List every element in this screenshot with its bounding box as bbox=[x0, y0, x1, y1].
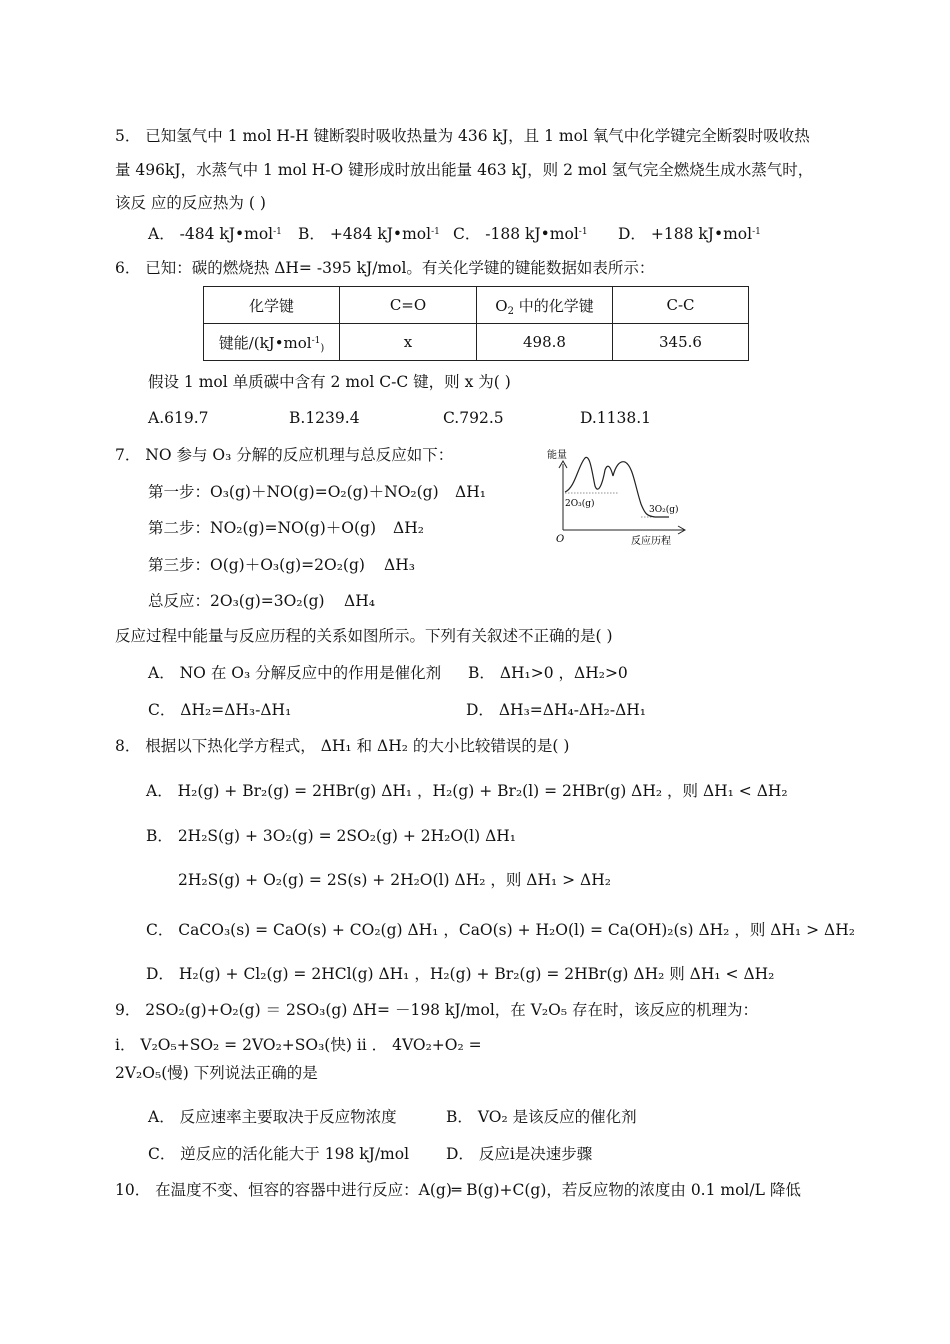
q9-option-d: D． 反应i是决速步骤 bbox=[446, 1145, 593, 1163]
q5-line2: 量 496kJ，水蒸气中 1 mol H-O 键形成时放出能量 463 kJ，则 2 mol 氢气完全燃烧生成水蒸气时， bbox=[115, 161, 814, 179]
q7-option-c: C． ΔH₂=ΔH₃-ΔH₁ bbox=[148, 701, 292, 719]
q5-option-d: D． +188 kJ•mol$^{-1}$ bbox=[618, 225, 761, 243]
q5-line3: 该反 应的反应热为 ( ) bbox=[115, 194, 266, 212]
q6-option-c: C.792.5 bbox=[443, 409, 504, 427]
q6-assume: 假设 1 mol 单质碳中含有 2 mol C-C 键，则 x 为( ) bbox=[148, 373, 511, 391]
q7-total-dh: ΔH₄ bbox=[344, 592, 375, 610]
q5-option-a: A． -484 kJ•mol$^{-1}$ bbox=[148, 225, 282, 243]
q9-option-a: A． 反应速率主要取决于反应物浓度 bbox=[148, 1108, 397, 1126]
q6-option-b: B.1239.4 bbox=[289, 409, 360, 427]
table-cell: $O_2$ 中的化学键 bbox=[477, 287, 613, 324]
q10-stem: 10． 在温度不变、恒容的容器中进行反应：A(g)═ B(g)+C(g)，若反应物的浓度由 0.1 mol/L 降低 bbox=[115, 1181, 801, 1199]
table-cell: 498.8 bbox=[477, 324, 613, 361]
q8-option-c: C． CaCO₃(s) = CaO(s) + CO₂(g) ΔH₁ ，CaO(s) + H₂O(l) = Ca(OH)₂(s) ΔH₂ ，则 ΔH₁ > ΔH₂ bbox=[146, 921, 855, 939]
figure-xlabel: 反应历程 bbox=[631, 536, 671, 547]
table-cell: 345.6 bbox=[613, 324, 749, 361]
q7-step2: 第二步：NO₂(g)=NO(g)＋O(g) bbox=[148, 519, 376, 537]
table-cell: C=O bbox=[340, 287, 477, 324]
q7-option-d: D． ΔH₃=ΔH₄-ΔH₂-ΔH₁ bbox=[466, 701, 647, 719]
figure-ylabel: 能量 bbox=[547, 450, 567, 461]
table-cell: x bbox=[340, 324, 477, 361]
q9-option-b: B． VO₂ 是该反应的催化剂 bbox=[446, 1108, 637, 1126]
figure-left-label: 2O₃(g) bbox=[565, 499, 595, 509]
q7-option-b: B． ΔH₁>0 ，ΔH₂>0 bbox=[468, 664, 628, 682]
q7-step1: 第一步：O₃(g)＋NO(g)=O₂(g)＋NO₂(g) bbox=[148, 483, 439, 501]
q7-option-a: A． NO 在 O₃ 分解反应中的作用是催化剂 bbox=[148, 664, 442, 682]
q6-stem: 6． 已知：碳的燃烧热 ΔH= -395 kJ/mol。有关化学键的键能数据如表所示： bbox=[115, 259, 655, 277]
q5-line1: 5． 已知氢气中 1 mol H-H 键断裂时吸收热量为 436 kJ，且 1 mol 氧气中化学键完全断裂时吸收热 bbox=[115, 127, 810, 145]
energy-profile-figure bbox=[545, 446, 695, 548]
q9-mech1: i． V₂O₅+SO₂ = 2VO₂+SO₃(快) ii ． 4VO₂+O₂ = bbox=[115, 1036, 482, 1054]
q8-stem: 8． 根据以下热化学方程式， ΔH₁ 和 ΔH₂ 的大小比较错误的是( ) bbox=[115, 737, 570, 755]
table-cell: C-C bbox=[613, 287, 749, 324]
table-cell: 化学键 bbox=[204, 287, 340, 324]
table-cell: 键能/(kJ•mol$^{-1}_)$ bbox=[204, 324, 340, 361]
bond-energy-table bbox=[203, 286, 749, 361]
q5-option-b: B． +484 kJ•mol$^{-1}$ bbox=[298, 225, 440, 243]
q9-option-c: C． 逆反应的活化能大于 198 kJ/mol bbox=[148, 1145, 410, 1163]
q6-option-d: D.1138.1 bbox=[580, 409, 652, 427]
q9-stem: 9． 2SO₂(g)+O₂(g) ＝ 2SO₃(g) ΔH= －198 kJ/mol，在 V₂O₅ 存在时，该反应的机理为： bbox=[115, 1001, 758, 1019]
figure-origin: O bbox=[556, 534, 565, 545]
q7-step3: 第三步：O(g)＋O₃(g)=2O₂(g) bbox=[148, 556, 365, 574]
q5-option-c: C． -188 kJ•mol$^{-1}$ bbox=[453, 225, 588, 243]
q8-option-d: D． H₂(g) + Cl₂(g) = 2HCl(g) ΔH₁ ，H₂(g) + Br₂(g) = 2HBr(g) ΔH₂ 则 ΔH₁ < ΔH₂ bbox=[146, 965, 775, 983]
q9-mech2: 2V₂O₅(慢) 下列说法正确的是 bbox=[115, 1064, 318, 1082]
q8-option-b-line1: B． 2H₂S(g) + 3O₂(g) = 2SO₂(g) + 2H₂O(l) ΔH₁ bbox=[146, 827, 516, 845]
table-row bbox=[204, 324, 749, 361]
q7-step2-dh: ΔH₂ bbox=[393, 519, 424, 537]
q6-option-a: A.619.7 bbox=[148, 409, 209, 427]
figure-right-label: 3O₂(g) bbox=[649, 505, 679, 515]
q7-stem: 7． NO 参与 O₃ 分解的反应机理与总反应如下： bbox=[115, 446, 454, 464]
q8-option-a: A． H₂(g) + Br₂(g) = 2HBr(g) ΔH₁ ，H₂(g) + Br₂(l) = 2HBr(g) ΔH₂ ，则 ΔH₁ < ΔH₂ bbox=[146, 782, 788, 800]
q7-step3-dh: ΔH₃ bbox=[384, 556, 415, 574]
q7-total: 总反应：2O₃(g)=3O₂(g) bbox=[148, 592, 325, 610]
q8-option-b-line2: 2H₂S(g) + O₂(g) = 2S(s) + 2H₂O(l) ΔH₂ ，则 ΔH₁ > ΔH₂ bbox=[178, 871, 611, 889]
q7-step1-dh: ΔH₁ bbox=[455, 483, 486, 501]
q7-desc: 反应过程中能量与反应历程的关系如图所示。下列有关叙述不正确的是( ) bbox=[115, 627, 613, 645]
table-row bbox=[204, 287, 749, 324]
